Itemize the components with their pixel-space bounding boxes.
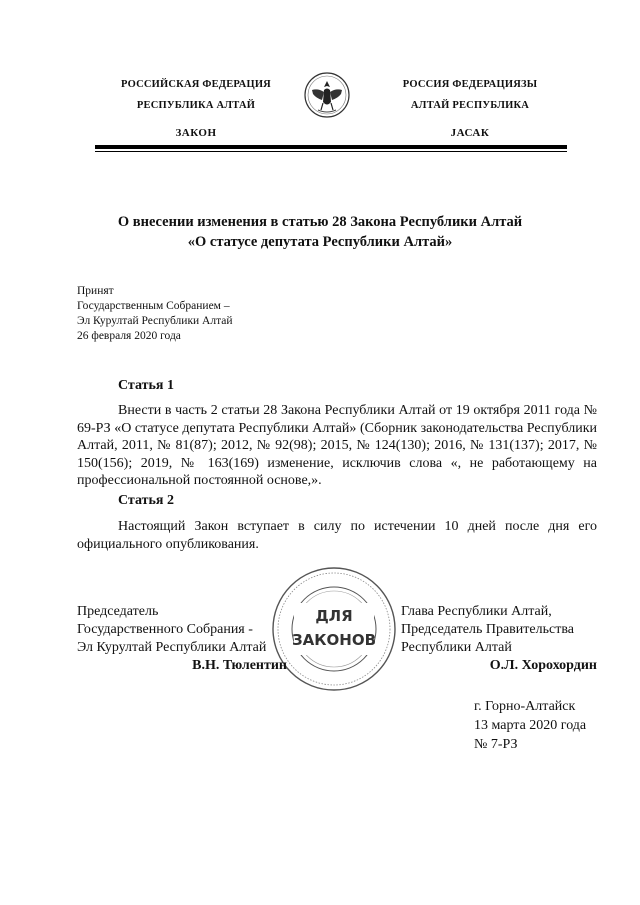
law-title-line2: «О статусе депутата Республики Алтай» — [187, 234, 453, 250]
header-right-kind: JАСАК — [450, 127, 490, 139]
header-left-country: РОССИЙСКАЯ ФЕДЕРАЦИЯ — [121, 79, 271, 90]
header-divider-thin — [95, 151, 567, 152]
article-2-text: Настоящий Закон вступает в силу по истечении 10 дней после дня его официального опубликования. — [77, 519, 597, 552]
signature-left — [77, 603, 287, 675]
official-seal-stamp — [270, 565, 398, 693]
article-1-heading: Статья 1 — [118, 378, 174, 393]
signature-right-line1: Глава Республики Алтай, — [401, 604, 552, 619]
adoption-line1: Принят — [77, 285, 114, 297]
signature-left-line1: Председатель — [77, 604, 159, 619]
issue-details — [474, 697, 586, 754]
law-number: № 7-РЗ — [474, 737, 518, 752]
header-right — [385, 74, 555, 139]
signature-right-name: О.Л. Хорохордин — [489, 658, 597, 673]
law-title — [60, 212, 580, 252]
header-right-republic: АЛТАЙ РЕСПУБЛИКА — [410, 100, 530, 111]
signature-left-name: В.Н. Тюлентин — [192, 658, 287, 673]
header-left — [105, 74, 287, 139]
adoption-date: 26 февраля 2020 года — [77, 330, 181, 342]
adoption-line2: Государственным Собранием – — [77, 300, 230, 312]
header-right-country: РОССИЯ ФЕДЕРАЦИЯЗЫ — [402, 79, 538, 90]
law-title-line1: О внесении изменения в статью 28 Закона Республики Алтай — [117, 214, 523, 230]
signature-left-line3: Эл Курултай Республики Алтай — [77, 640, 267, 655]
article-1-text: Внести в часть 2 статьи 28 Закона Республики Алтай от 19 октября 2011 года № 69-РЗ «О статусе депутата Республики Алтай» (Сборник законодательства Республики Алтай, 2011, № 81(87); 2012, № 92(98); 2015, № 124(130); 2016, № 131(137); 2017, № 150(156); 2019, № 163(169) изменение, исключив слова «, не работающему на профессиональной постоянной основе,». — [77, 403, 597, 488]
signature-right-line3: Республики Алтай — [401, 640, 512, 655]
header-left-kind: ЗАКОН — [175, 127, 217, 139]
signature-right — [401, 603, 597, 675]
header-divider-thick — [95, 145, 567, 149]
stamp-line2: ЗАКОНОВ — [291, 631, 377, 649]
signature-right-line2: Председатель Правительства — [401, 622, 574, 637]
issue-date: 13 марта 2020 года — [474, 718, 587, 733]
adoption-note — [77, 284, 233, 344]
signature-left-line2: Государственного Собрания - — [77, 622, 253, 637]
issue-city: г. Горно-Алтайск — [474, 699, 576, 714]
adoption-line3: Эл Курултай Республики Алтай — [77, 315, 233, 327]
header-left-republic: РЕСПУБЛИКА АЛТАЙ — [136, 100, 256, 111]
stamp-line1: ДЛЯ — [315, 607, 353, 625]
article-2-heading: Статья 2 — [118, 493, 174, 508]
coat-of-arms-emblem — [304, 70, 350, 120]
